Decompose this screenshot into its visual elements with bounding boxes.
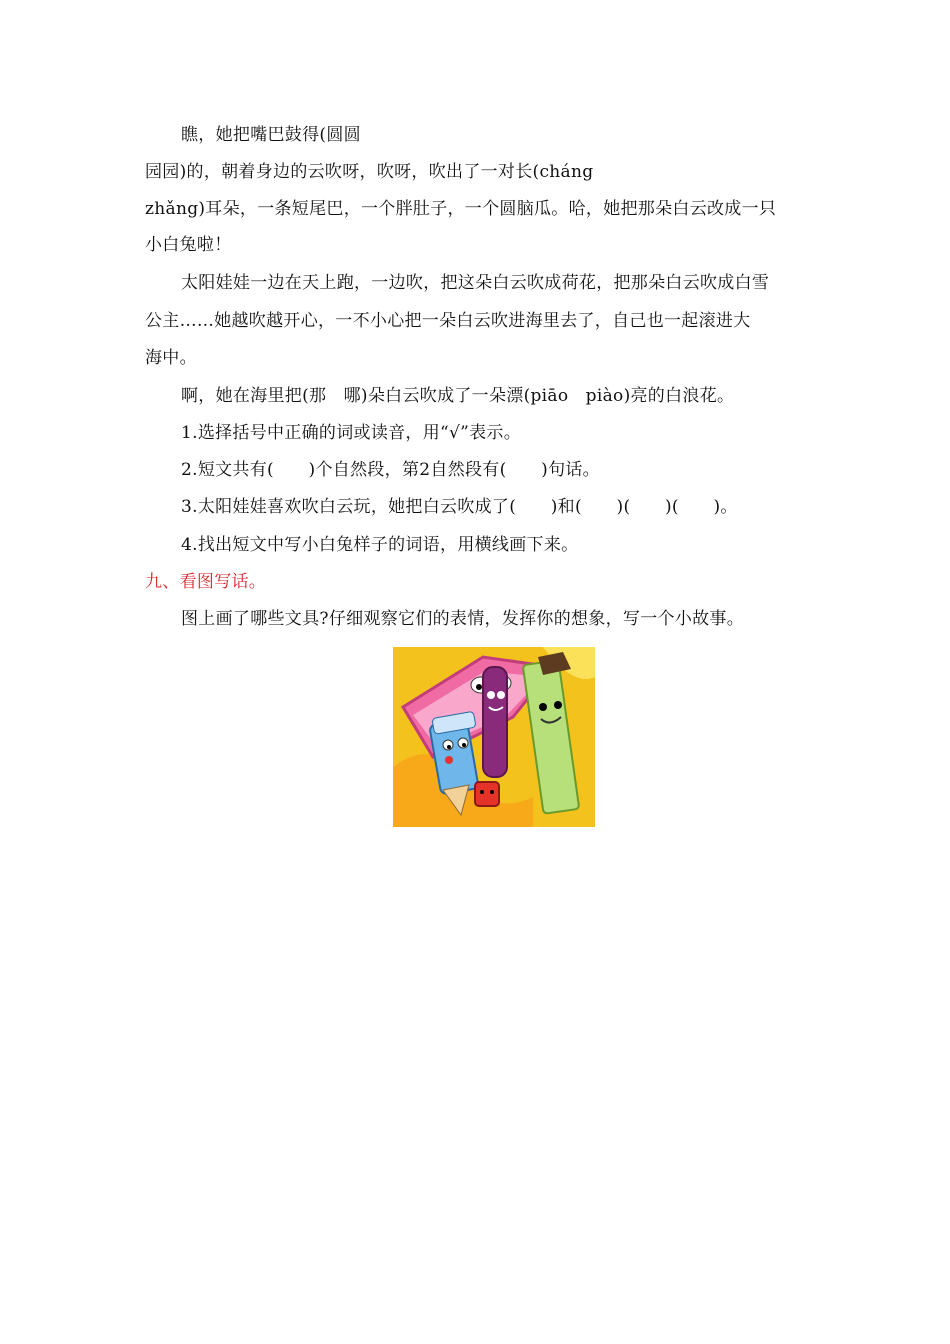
passage-line: 园园)的，朝着身边的云吹呀，吹呀，吹出了一对长(cháng [145, 162, 594, 182]
passage-line: 海中。 [145, 348, 197, 368]
passage-line: zhǎng)耳朵，一条短尾巴，一个胖肚子，一个圆脑瓜。哈，她把那朵白云改成一只 [145, 199, 777, 219]
question-2: 2.短文共有( )个自然段，第2自然段有( )句话。 [181, 460, 600, 480]
stationery-illustration [393, 647, 595, 827]
question-3: 3.太阳娃娃喜欢吹白云玩，她把白云吹成了( )和( )( )( )。 [181, 497, 738, 517]
question-1: 1.选择括号中正确的词或读音，用“√”表示。 [181, 423, 522, 443]
passage-line: 公主……她越吹越开心，一不小心把一朵白云吹进海里去了，自己也一起滚进大 [145, 311, 751, 331]
passage-line: 太阳娃娃一边在天上跑，一边吹，把这朵白云吹成荷花，把那朵白云吹成白雪 [181, 273, 770, 293]
question-4: 4.找出短文中写小白兔样子的词语，用横线画下来。 [181, 535, 579, 555]
marker [483, 667, 507, 777]
sharpener [475, 782, 499, 806]
passage-line: 啊，她在海里把(那 哪)朵白云吹成了一朵漂(piāo piào)亮的白浪花。 [181, 386, 735, 406]
section-9-prompt: 图上画了哪些文具?仔细观察它们的表情，发挥你的想象，写一个小故事。 [181, 609, 745, 629]
section-9-heading: 九、看图写话。 [145, 572, 267, 592]
passage-line: 瞧，她把嘴巴鼓得(圆圆 [181, 125, 361, 145]
passage-line: 小白兔啦！ [145, 235, 232, 255]
